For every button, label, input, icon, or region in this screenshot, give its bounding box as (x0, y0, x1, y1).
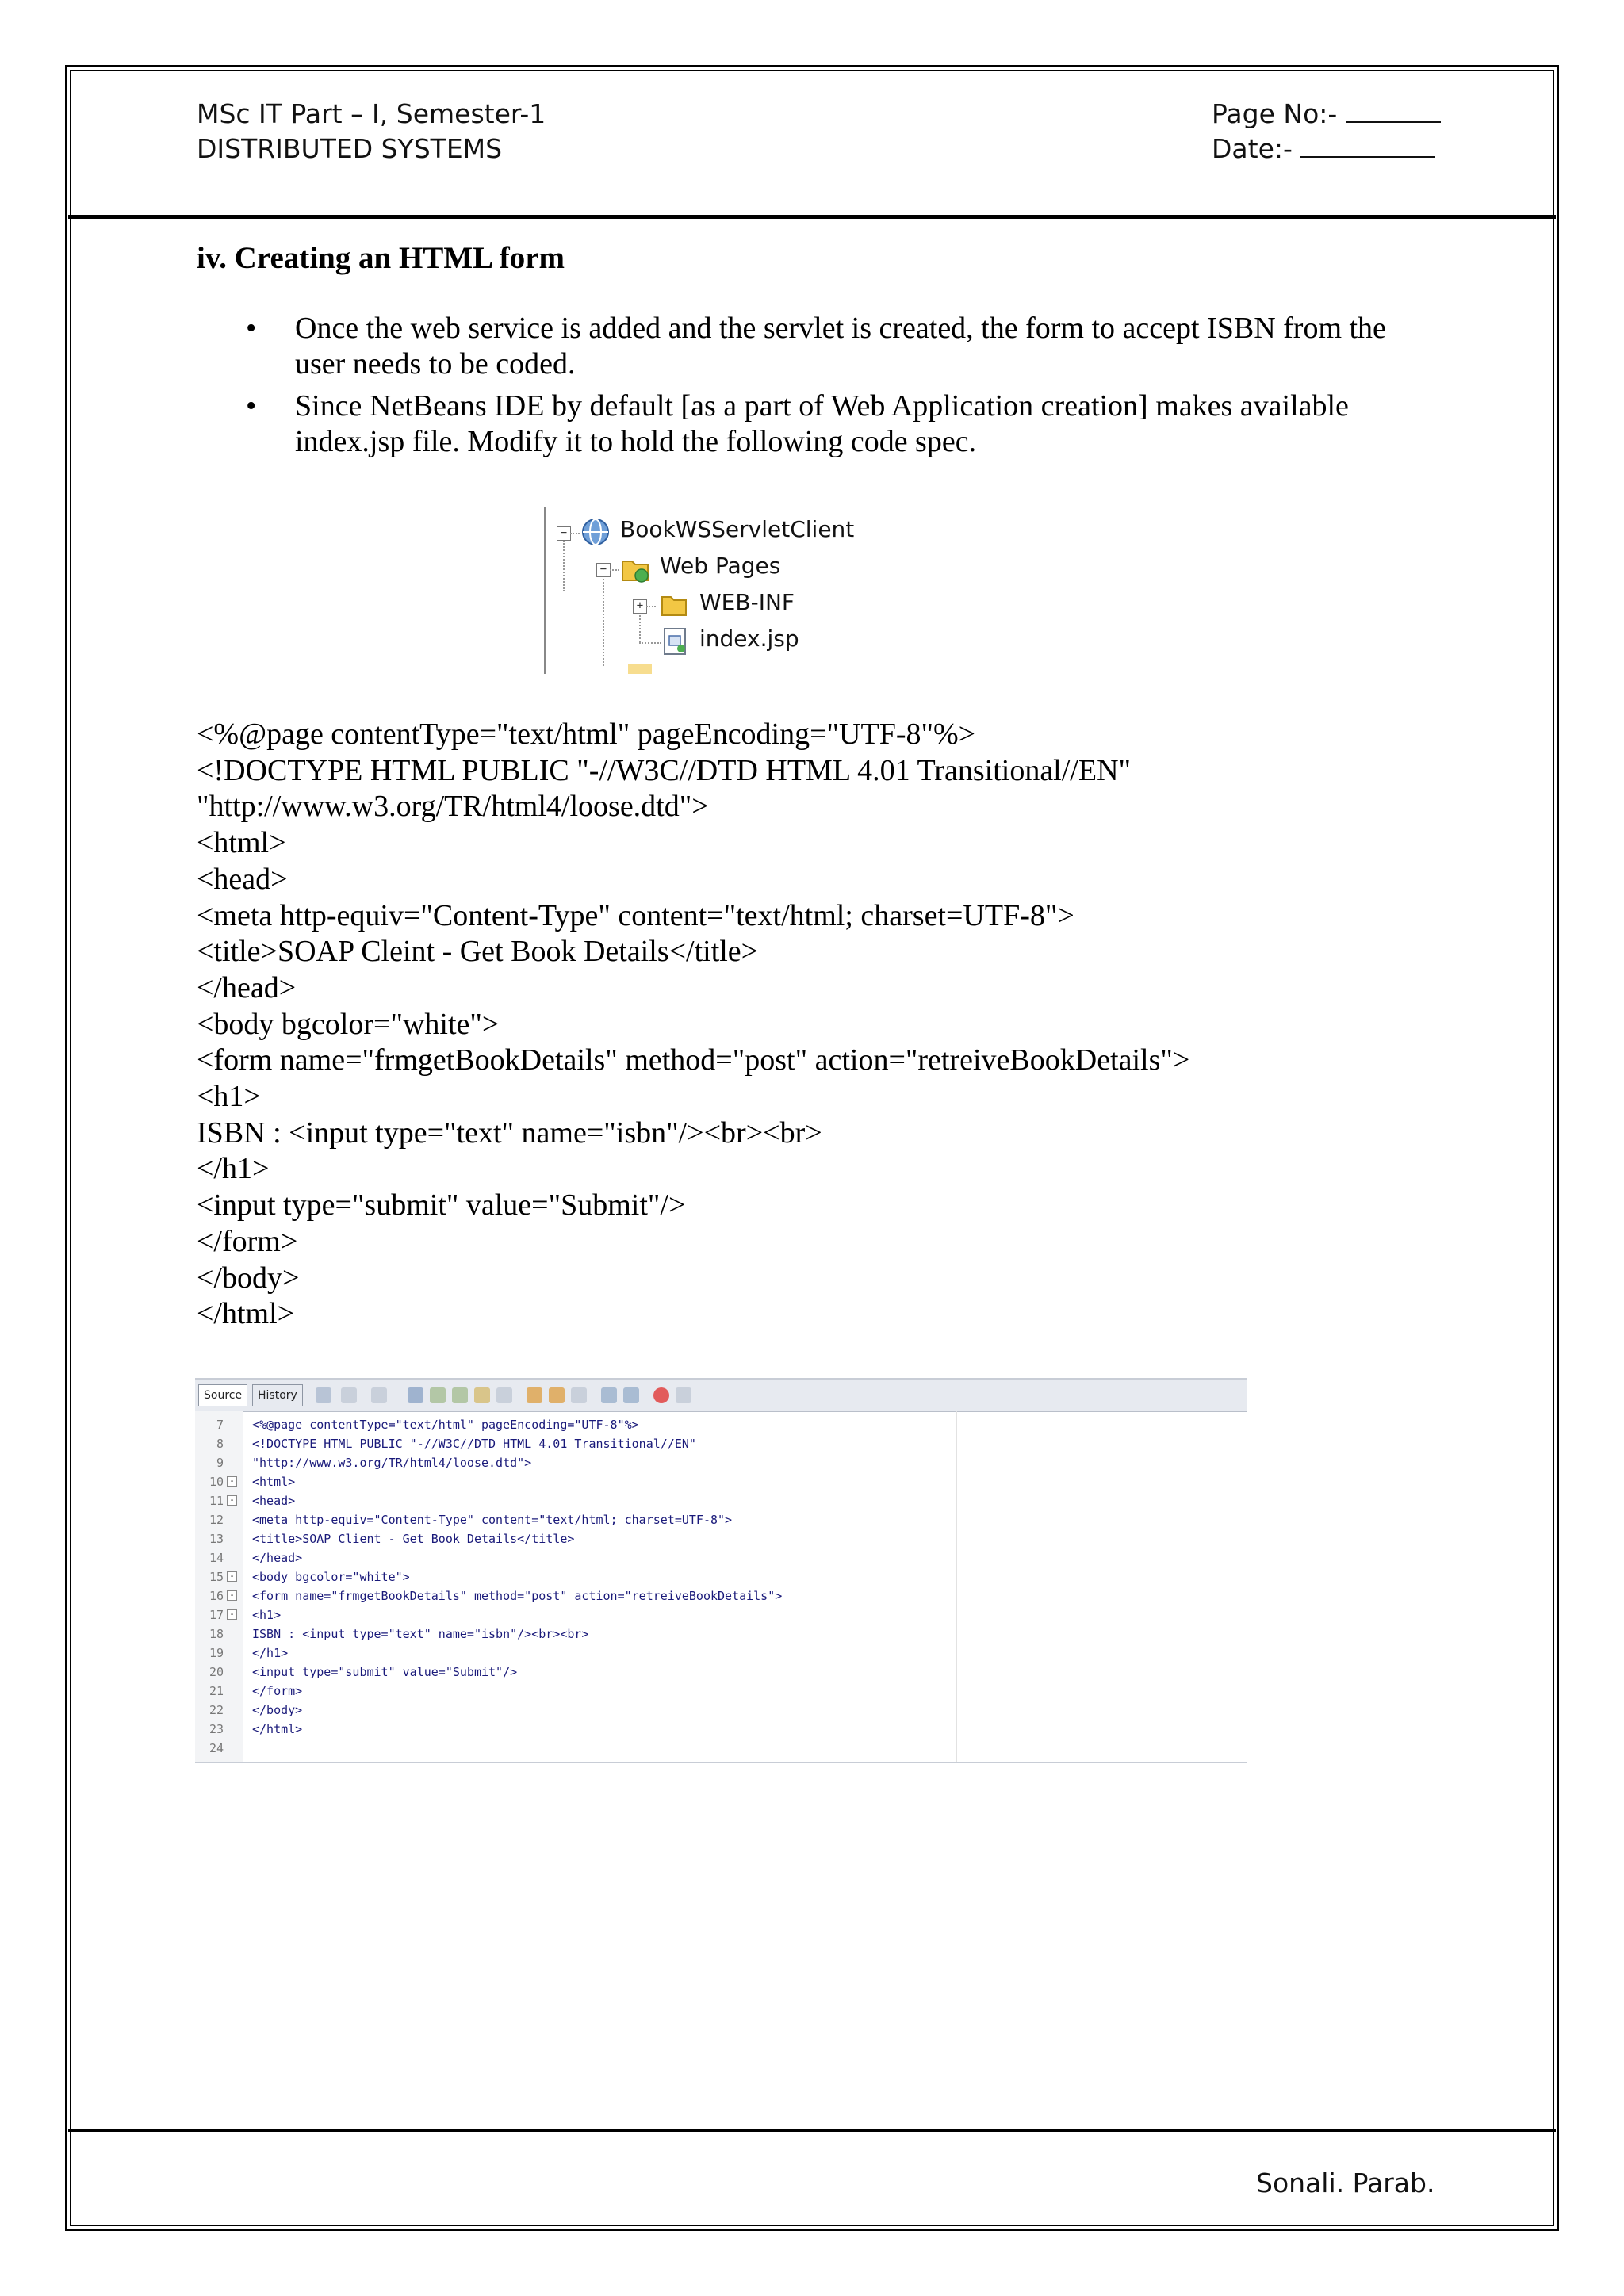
tab-history[interactable]: History (252, 1384, 303, 1406)
start-macro-icon[interactable] (653, 1387, 669, 1403)
code-line: </h1> (197, 1152, 270, 1186)
bullet-dot-icon: • (246, 312, 257, 345)
editor-line[interactable] (195, 1435, 1247, 1452)
editor-line-text: </head> (252, 1551, 303, 1565)
editor-line-text: </body> (252, 1703, 303, 1717)
tree-connector (603, 579, 604, 666)
line-number: 15 (209, 1570, 224, 1584)
code-line: <!DOCTYPE HTML PUBLIC "-//W3C//DTD HTML 4.01 Transitional//EN" (197, 753, 1132, 787)
tree-connector (570, 533, 580, 534)
folder-icon (660, 590, 688, 618)
editor-line[interactable] (195, 1701, 1247, 1719)
code-line: <meta http-equiv="Content-Type" content="text/html; charset=UTF-8"> (197, 898, 1074, 932)
editor-line[interactable] (195, 1625, 1247, 1643)
line-number: 10 (209, 1475, 224, 1489)
editor-line[interactable] (195, 1549, 1247, 1567)
code-line: <form name="frmgetBookDetails" method="post" action="retreiveBookDetails"> (197, 1043, 1190, 1077)
previous-bookmark-icon[interactable] (527, 1387, 542, 1403)
code-line: ISBN : <input type="text" name="isbn"/><br><br> (197, 1115, 822, 1150)
line-number: 8 (216, 1437, 224, 1451)
line-number: 11 (209, 1494, 224, 1508)
tree-connector (610, 569, 619, 571)
line-number: 7 (216, 1418, 224, 1432)
forward-icon[interactable] (371, 1387, 387, 1403)
editor-line-text: <!DOCTYPE HTML PUBLIC "-//W3C//DTD HTML 4.01 Transitional//EN" (252, 1437, 696, 1451)
code-line: </html> (197, 1297, 295, 1331)
editor-line[interactable] (195, 1416, 1247, 1433)
back-icon[interactable] (341, 1387, 357, 1403)
editor-line-text: <form name="frmgetBookDetails" method="post" action="retreiveBookDetails"> (252, 1589, 783, 1603)
editor-line[interactable] (195, 1739, 1247, 1757)
editor-line-text: <h1> (252, 1608, 282, 1622)
bullet-text: Since NetBeans IDE by default [as a part of Web Application creation] makes available index.jsp file. Modify it to hold the following code spec. (295, 389, 1349, 458)
folder-globe-icon (620, 553, 650, 584)
code-line: <html> (197, 826, 286, 860)
tree-item-index-jsp[interactable]: index.jsp (699, 626, 799, 652)
tree-connector (646, 606, 656, 607)
fold-toggle-icon[interactable]: - (227, 1476, 237, 1487)
line-number: 12 (209, 1513, 224, 1527)
line-number: 23 (209, 1722, 224, 1736)
editor-line[interactable] (195, 1530, 1247, 1548)
tree-item-web-inf[interactable]: WEB-INF (699, 589, 795, 615)
editor-line-text: <body bgcolor="white"> (252, 1570, 410, 1584)
line-number: 14 (209, 1551, 224, 1565)
line-number: 9 (216, 1456, 224, 1470)
code-line: <head> (197, 862, 288, 896)
subject-label: DISTRIBUTED SYSTEMS (197, 133, 503, 164)
editor-line[interactable] (195, 1720, 1247, 1738)
globe-icon (580, 517, 611, 547)
tree-connector (639, 642, 661, 644)
partial-folder-icon (628, 664, 652, 674)
editor-line[interactable] (195, 1606, 1247, 1624)
fold-toggle-icon[interactable]: - (227, 1495, 237, 1506)
editor-line-text: <input type="submit" value="Submit"/> (252, 1665, 518, 1679)
bullet-list (238, 311, 1443, 466)
code-line: <h1> (197, 1080, 261, 1114)
project-tree-screenshot (541, 507, 858, 674)
line-number: 21 (209, 1684, 224, 1698)
tab-source[interactable]: Source (198, 1384, 247, 1406)
collapse-icon[interactable]: − (596, 563, 611, 577)
bullet-item (238, 311, 1443, 382)
tree-item-web-pages[interactable]: Web Pages (660, 553, 781, 579)
footer-divider (68, 2129, 1556, 2132)
editor-line-text: ISBN : <input type="text" name="isbn"/><br><br> (252, 1627, 589, 1641)
editor-line[interactable] (195, 1663, 1247, 1681)
shift-right-icon[interactable] (623, 1387, 639, 1403)
header-right (1212, 97, 1441, 166)
line-number: 13 (209, 1532, 224, 1546)
code-line: <%@page contentType="text/html" pageEncoding="UTF-8"%> (197, 718, 976, 751)
date-label: Date:- (1212, 133, 1293, 164)
editor-line-text: "http://www.w3.org/TR/html4/loose.dtd"> (252, 1456, 532, 1470)
stop-macro-icon[interactable] (676, 1387, 691, 1403)
date-field (1212, 132, 1441, 166)
editor-line-text: <title>SOAP Client - Get Book Details</title> (252, 1532, 575, 1546)
line-number: 19 (209, 1646, 224, 1660)
editor-line-text: <%@page contentType="text/html" pageEncoding="UTF-8"%> (252, 1418, 639, 1432)
line-number: 22 (209, 1703, 224, 1717)
shift-left-icon[interactable] (601, 1387, 617, 1403)
bullet-dot-icon: • (246, 389, 257, 423)
code-listing (197, 717, 1189, 1333)
course-label: MSc IT Part – I, Semester-1 (197, 98, 546, 129)
editor-line[interactable] (195, 1454, 1247, 1471)
editor-line[interactable] (195, 1511, 1247, 1529)
editor-line[interactable] (195, 1587, 1247, 1605)
code-line: <body bgcolor="white"> (197, 1007, 500, 1041)
editor-line[interactable] (195, 1473, 1247, 1490)
fold-toggle-icon[interactable]: - (227, 1571, 237, 1582)
editor-line-text: </form> (252, 1684, 303, 1698)
editor-line[interactable] (195, 1492, 1247, 1510)
fold-toggle-icon[interactable]: - (227, 1609, 237, 1620)
header-divider (68, 215, 1556, 219)
fold-toggle-icon[interactable]: - (227, 1590, 237, 1601)
code-line: <input type="submit" value="Submit"/> (197, 1188, 686, 1223)
expand-icon[interactable]: + (633, 599, 647, 614)
date-blank (1300, 136, 1435, 158)
bullet-item (238, 388, 1443, 460)
find-next-icon[interactable] (452, 1387, 468, 1403)
code-line: </form> (197, 1224, 298, 1258)
editor-line-text: <meta http-equiv="Content-Type" content="text/html; charset=UTF-8"> (252, 1513, 733, 1527)
ide-editor-screenshot (195, 1378, 1247, 1763)
next-bookmark-icon[interactable] (549, 1387, 565, 1403)
editor-line-text: </h1> (252, 1646, 289, 1660)
footer-author: Sonali. Parab. (1256, 2168, 1435, 2198)
editor-line-text: <head> (252, 1494, 296, 1508)
line-number: 24 (209, 1741, 224, 1755)
bullet-text: Once the web service is added and the servlet is created, the form to accept ISBN from the user needs to be coded. (295, 312, 1386, 381)
toggle-highlight-icon[interactable] (474, 1387, 490, 1403)
section-title: iv. Creating an HTML form (197, 241, 565, 275)
line-number: 17 (209, 1608, 224, 1622)
tree-edge-line (544, 507, 546, 674)
tree-item-project[interactable]: BookWSServletClient (620, 516, 855, 542)
find-previous-icon[interactable] (430, 1387, 446, 1403)
line-number: 18 (209, 1627, 224, 1641)
page-no-blank (1346, 101, 1441, 123)
last-edit-icon[interactable] (316, 1387, 331, 1403)
page-no-field (1212, 97, 1441, 132)
tree-connector (639, 615, 641, 642)
tree-connector (563, 541, 565, 591)
editor-line[interactable] (195, 1682, 1247, 1700)
jsp-file-icon (661, 626, 690, 656)
line-number: 16 (209, 1589, 224, 1603)
code-line: <title>SOAP Cleint - Get Book Details</title> (197, 935, 759, 969)
toggle-rectangular-icon[interactable] (496, 1387, 512, 1403)
line-number: 20 (209, 1665, 224, 1679)
toggle-bookmark-icon[interactable] (571, 1387, 587, 1403)
code-line: "http://www.w3.org/TR/html4/loose.dtd"> (197, 790, 709, 824)
editor-toolbar (195, 1380, 1247, 1412)
editor-line-text: </html> (252, 1722, 303, 1736)
collapse-icon[interactable]: − (557, 526, 571, 541)
header-left (197, 97, 546, 166)
code-line: </head> (197, 970, 297, 1004)
editor-line-text: <html> (252, 1475, 296, 1489)
page-no-label: Page No:- (1212, 98, 1338, 129)
code-line: </body> (197, 1261, 300, 1295)
editor-line[interactable] (195, 1644, 1247, 1662)
editor-line[interactable] (195, 1568, 1247, 1586)
find-icon[interactable] (408, 1387, 423, 1403)
